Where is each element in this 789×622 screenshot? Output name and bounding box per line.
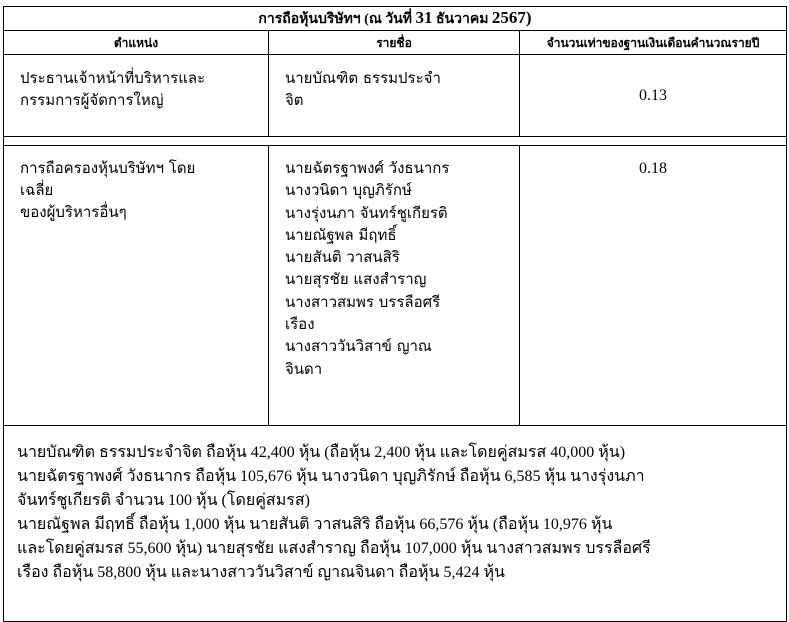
position-cell <box>4 146 269 426</box>
name-line: นายสุรชัย แสงสำราญ <box>285 270 427 289</box>
name-line: จิต <box>285 91 304 109</box>
position-cell <box>4 55 269 137</box>
header-multiple: จำนวนเท่าของฐานเงินเดือนคำนวณรายปี <box>520 31 787 55</box>
value-cell: 0.13 <box>520 55 787 137</box>
table-title <box>4 7 787 31</box>
title-month: ธันวาคม <box>435 11 489 27</box>
table-row <box>4 146 787 426</box>
shareholding-table <box>3 6 787 622</box>
position-line: เฉลี่ย <box>20 181 54 199</box>
note-line: และโดยคู่สมรส 55,600 หุ้น) นายสุรชัย แสงสำราญ ถือหุ้น 107,000 หุ้น นางสาวสมพร บรรลือศรี <box>17 540 651 557</box>
note-line: เรือง ถือหุ้น 58,800 หุ้น และนางสาววันวิสาข์ ญาณจินดา ถือหุ้น 5,424 หุ้น <box>17 564 505 581</box>
note-line: นายบัณฑิต ธรรมประจำจิต ถือหุ้น 42,400 หุ้น (ถือหุ้น 2,400 หุ้น และโดยคู่สมรส 40,000 หุ้น) <box>17 444 626 461</box>
position-line: การถือครองหุ้นบริษัทฯ โดย <box>20 159 196 177</box>
table-row <box>4 55 787 137</box>
names-cell <box>269 55 520 137</box>
name-line: นายสันติ วาสนสิริ <box>285 248 400 267</box>
title-year: 2567) <box>491 7 532 27</box>
position-line: กรรมการผู้จัดการใหญ่ <box>20 91 164 109</box>
name-line: นายบัณฑิต ธรรมประจำ <box>285 69 441 87</box>
note-line: จันทร์ชูเกียรติ จำนวน 100 หุ้น (โดยคู่สมรส) <box>17 492 310 509</box>
position-line: ของผู้บริหารอื่นๆ <box>20 203 127 221</box>
header-names: รายชื่อ <box>269 31 520 55</box>
name-line: นางวนิดา บุญภิรักษ์ <box>285 181 412 200</box>
name-line: นางสาววันวิสาข์ ญาณ <box>285 337 432 356</box>
row-gap <box>4 137 787 146</box>
name-line: นายณัฐพล มีฤทธิ์ <box>285 225 397 244</box>
names-cell <box>269 146 520 426</box>
value-cell: 0.18 <box>520 146 787 426</box>
notes-cell <box>4 426 787 622</box>
note-line: นายณัฐพล มีฤทธิ์ ถือหุ้น 1,000 หุ้น นายสันติ วาสนสิริ ถือหุ้น 66,576 หุ้น (ถือหุ้น 10,976 หุ้น <box>17 516 613 533</box>
name-line: เรือง <box>285 315 315 334</box>
name-line: นางสาวสมพร บรรลือศรี <box>285 292 441 311</box>
title-day: 31 <box>415 7 433 27</box>
notes-row <box>4 426 787 622</box>
position-line: ประธานเจ้าหน้าที่บริหารและ <box>20 69 206 87</box>
header-position: ตำแหน่ง <box>4 31 269 55</box>
name-line: นายฉัตรฐาพงศ์ วังธนากร <box>285 159 450 177</box>
note-line: นายฉัตรฐาพงศ์ วังธนากร ถือหุ้น 105,676 หุ้น นางวนิดา บุญภิรักษ์ ถือหุ้น 6,585 หุ้น นางรุ่งนภา <box>17 468 645 485</box>
title-prefix: การถือหุ้นบริษัทฯ (ณ วันที่ <box>258 11 412 27</box>
name-line: จินดา <box>285 359 323 378</box>
shareholding-document <box>3 6 786 622</box>
name-line: นางรุ่งนภา จันทร์ชูเกียรติ <box>285 203 448 222</box>
